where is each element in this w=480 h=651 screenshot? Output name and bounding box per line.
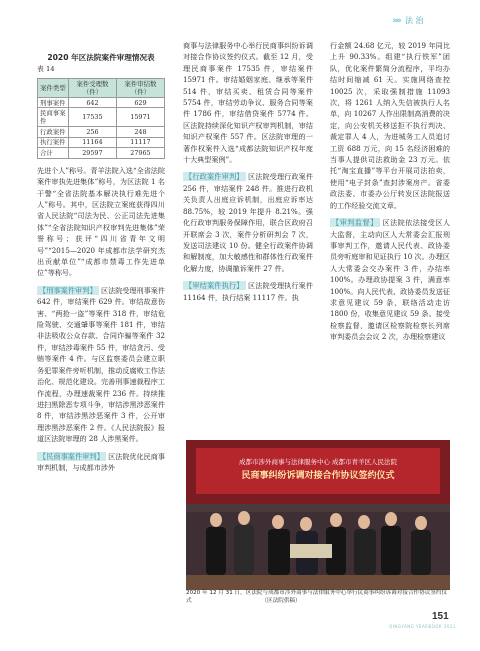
photo-caption: 2020 年 12 月 31 日，区法院与成都市涉外商事与法律服务中心举行民商事纠纷诉调对接合作协议签约仪式 （区法院供稿） <box>186 590 448 604</box>
chevron-icon: ››››› <box>392 15 400 26</box>
section-body: 区法院优化民商事审判机制，与成都市涉外 <box>37 451 165 472</box>
page-number: 151 <box>432 611 449 622</box>
table-code: 表 14 <box>37 65 55 74</box>
section-heading: 【民商事案件审判】 <box>39 451 104 461</box>
column-2 <box>183 40 313 303</box>
table-cell: 17535 <box>68 108 116 127</box>
section-label: 法 治 <box>405 16 424 25</box>
section-administrative <box>183 171 313 274</box>
table-cell: 642 <box>68 97 116 108</box>
table-header-row <box>38 78 165 97</box>
section-enforcement <box>183 280 313 303</box>
column-1 <box>37 40 165 473</box>
table-row <box>38 108 165 127</box>
case-stats-table <box>37 78 165 159</box>
section-body: 区法院受理执行案件 11164 件，执行结案 11117 件。执 <box>183 281 313 302</box>
section-body: 区法院依法接受区人大监督，主动向区人大常委会汇报刑事审判工作，邀请人民代表、政协委员旁听庭审和见证执行 10 次。办理区人大常委会交办案件 3 件，办结率 100%。办理政协提案 3 件，满意率 100%。向人民代表、政协委员发送征求意见建议 59 条，联络活动走访 1800 份，收集意见建议 59 条。接受检察监督，邀请区检察院检察长列席审判委员会会议 2 次，办理检察建议 <box>330 218 450 342</box>
table-cell: 合计 <box>38 148 69 159</box>
table-cell: 行政案件 <box>38 127 69 138</box>
section-heading: 【审结案件执行】 <box>185 281 244 291</box>
table-cell: 11164 <box>68 137 116 148</box>
table-header-cell: 案件受理数（件） <box>68 78 116 97</box>
table-cell: 民商事案件 <box>38 108 69 127</box>
table-header-cell: 案件审结数（件） <box>116 78 164 97</box>
table-cell: 248 <box>116 127 164 138</box>
section-criminal <box>37 285 165 445</box>
table-cell: 629 <box>116 97 164 108</box>
body-paragraph: 行金额 24.68 亿元，较 2019 年同比上升 90.33%。组建“执行铁军”团队，优化案件繁简分流程序，平均办结时间缩减 61 天。实施网络查控 10025 次，采取强制措施 11093 次，将 1261 人纳入失信被执行人名单，向 10267 人作出限制高消费的决定，向公安机关移送拒不执行判决、裁定罪人 4 人，为进城务工人员追讨工资 688 万元，向 15 名经济困难的当事人提供司法救助金 23 万元。依托“淘宝直播”等平台开展司法拍卖，使用“电子封条”查封涉案房产。省委政法委、市委办公厅转发区法院报送的工作经验交流文章。 <box>330 41 450 210</box>
table-header-cell: 案件类型 <box>38 78 69 97</box>
body-paragraph: 商事与法律服务中心举行民商事纠纷诉调对接合作协议签约仪式。截至 12 月，受理民商事案件 17535 件，审结案件 15971 件。审结婚姻家庭、继承等案件 514 件，审结买卖、租赁合同等案件 5754 件，审结劳动争议、服务合同等案件 1786 件，审结借贷案件 5774 件。区法院持续深化知识产权审判机制，审结知识产权案件 557 件。区法院审理的一著作权案件入选“成都法院知识产权年度十大典型案例”。 <box>183 41 313 165</box>
section-supervision <box>330 217 450 342</box>
banner-line-2: 民商事纠纷诉调对接合作协议签约仪式 <box>241 471 395 481</box>
table-cell: 29597 <box>68 148 116 159</box>
section-heading: 【审判监督】 <box>332 218 378 228</box>
running-header <box>392 14 464 27</box>
section-heading: 【行政案件审判】 <box>185 172 244 182</box>
table-title: 2020 年区法院案件审理情况表 <box>47 53 155 62</box>
banner-line-1: 成都市涉外商事与法律服务中心 成都市青羊区人民法院 <box>238 458 398 466</box>
table-row <box>38 148 165 159</box>
signing-ceremony-photo <box>186 440 450 590</box>
table-cell: 执行案件 <box>38 137 69 148</box>
table-cell: 27965 <box>116 148 164 159</box>
photo-illustration <box>186 440 450 590</box>
table-cell: 256 <box>68 127 116 138</box>
table-cell: 刑事案件 <box>38 97 69 108</box>
body-paragraph: 先进个人”称号。青羊法院入选“全省法院案件审执先进集体”称号，为区法院 1 名干警“全省法院基本解决执行难先进个人”称号。其中，区法院立案庭获得四川省人民法院“司法为民、公正司法先进集体”“全省法院知识产权审判先进集体”荣誉称号；获评“四川省青年文明号”“2015—2020 年成都市法学研究杰出贡献单位”“成都市禁毒工作先进单位”等称号。 <box>37 165 165 278</box>
section-body: 区法院受理行政案件 256 件，审结案件 248 件。推进行政机关负责人出庭应诉机制，出庭应诉率达 88.75%，较 2019 年提升 8.21%。强化行政审判服务保障作用，联合区政府召开联席会 3 次，案件分析研判会 7 次，发送司法建议 10 份。健全行政案件协调和解制度，加大敏感性和群体性行政案件化解力度，协调撤诉案件 27 件。 <box>183 172 313 273</box>
section-heading: 【刑事案件审判】 <box>39 285 97 295</box>
section-body: 区法院受理刑事案件 642 件，审结案件 629 件。审结故意伤害、“两抢一盗”等案件 318 件，审结危险驾驶、交通肇事等案件 181 件，审结非法吸收公众存款、合同诈骗等案件 32 件，审结涉毒案件 55 件，审结贪污、受贿等案件 4 件。与区监察委员会建立职务犯罪案件旁听机制，推动反腐败工作法治化、规范化建设。完善刑事速裁程序工作流程，办理速裁案件 236 件。持续推进扫黑除恶专项斗争，审结涉黑涉恶案件 8 件，审结涉黑涉恶案件 3 件，公开审理涉黑涉恶案件 2 件。《人民法院报》报道区法院审理的 28 人涉黑案件。 <box>37 285 165 444</box>
table-cell: 11117 <box>116 137 164 148</box>
table-cell: 15971 <box>116 108 164 127</box>
footer-tagline: QINGYANG YEARBOOK 2021 <box>389 624 456 629</box>
table-row <box>38 127 165 138</box>
column-3 <box>330 40 450 343</box>
table-row <box>38 97 165 108</box>
table-row <box>38 137 165 148</box>
section-civil <box>37 451 165 474</box>
